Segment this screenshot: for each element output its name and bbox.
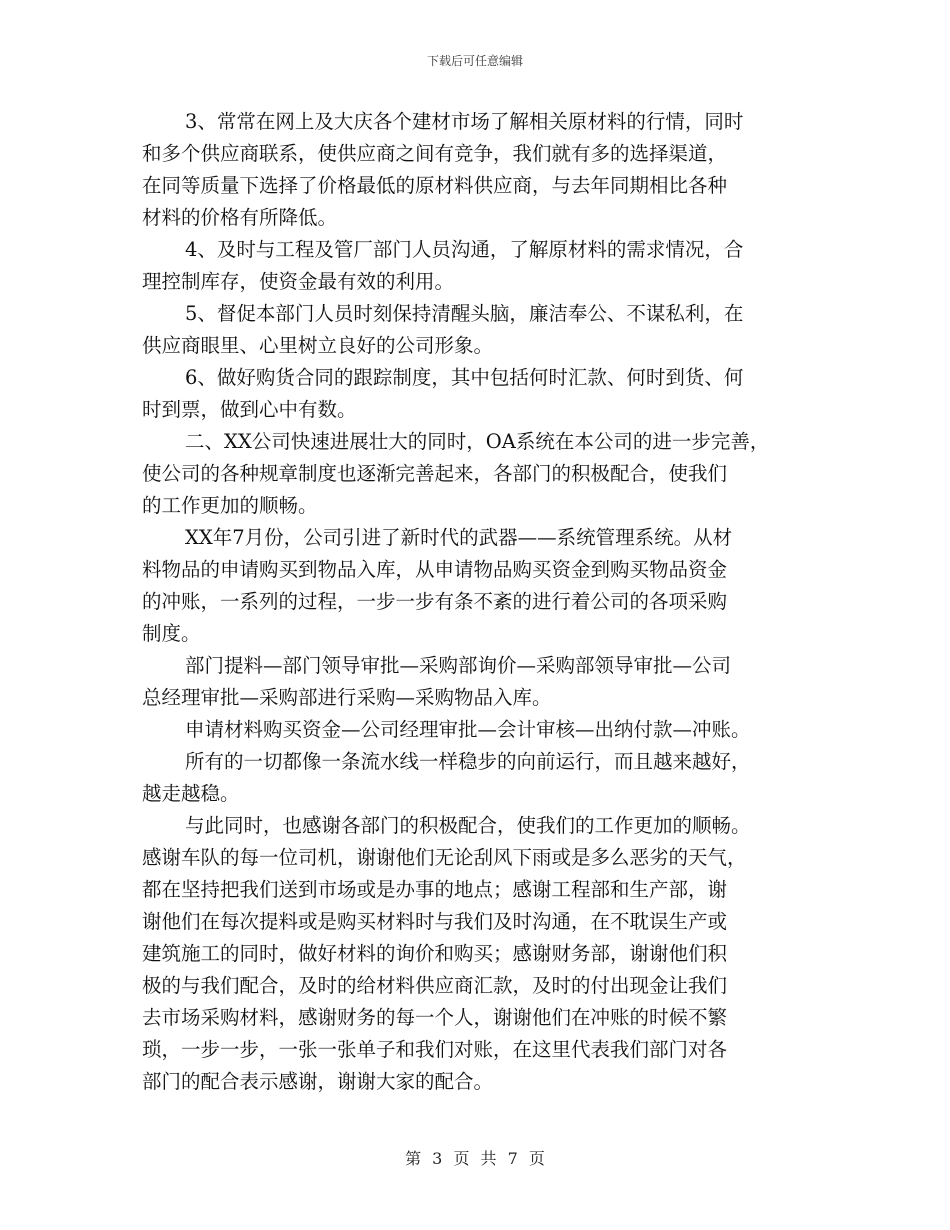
paragraph-line: 6、做好购货合同的跟踪制度，其中包括何时汇款、何时到货、何 [185,366,744,389]
paragraph-thanks [142,810,810,1098]
paragraph-line: 琐，一步一步，一张一张单子和我们对账，在这里代表我们部门对各 [142,1038,728,1061]
paragraph-line: 所有的一切都像一条流水线一样稳步的向前运行，而且越来越好， [185,750,751,773]
paragraph-management-system [142,522,810,650]
paragraph-line: 材料的价格有所降低。 [142,206,338,229]
paragraph-line: 申请材料购买资金—公司经理审批—会计审核—出纳付款—冲账。 [185,718,751,741]
paragraph-line: 感谢车队的每一位司机，谢谢他们无论刮风下雨或是多么恶劣的天气， [142,846,747,869]
paragraph-line: 总经理审批—采购部进行采购—采购物品入库。 [142,686,552,709]
document-body [142,106,810,1098]
paragraph-line: 的冲账，一系列的过程，一步一步有条不紊的进行着公司的各项采购 [142,590,728,613]
paragraph-material-flow [142,650,810,714]
paragraph-line: XX年7月份，公司引进了新时代的武器——系统管理系统。从材 [185,526,733,549]
paragraph-line: 建筑施工的同时，做好材料的询价和购买；感谢财务部，谢谢他们积 [142,942,728,965]
paragraph-funding-flow [142,714,810,746]
paragraph-line: 极的与我们配合，及时的给材料供应商汇款，及时的付出现金让我们 [142,974,728,997]
paragraph-line: 理控制库存，使资金最有效的利用。 [142,270,455,293]
paragraph-line: 与此同时，也感谢各部门的积极配合，使我们的工作更加的顺畅。 [185,814,751,837]
paragraph-line: 在同等质量下选择了价格最低的原材料供应商，与去年同期相比各种 [142,174,728,197]
paragraph-oa-system [142,426,810,522]
paragraph-line: 的工作更加的顺畅。 [142,494,318,517]
paragraph-line: 二、XX公司快速进展壮大的同时，OA系统在本公司的进一步完善， [185,430,770,453]
paragraph-line: 料物品的申请购买到物品入库，从申请物品购买资金到购买物品资金 [142,558,728,581]
paragraph-line: 时到票，做到心中有数。 [142,398,357,421]
paragraph-contract-tracking [142,362,810,426]
paragraph-line: 供应商眼里、心里树立良好的公司形象。 [142,334,494,357]
paragraph-line: 部门的配合表示感谢，谢谢大家的配合。 [142,1070,494,1093]
paragraph-purchasing-market [142,106,810,234]
paragraph-line: 制度。 [142,622,201,645]
page-number-footer: 第 3 页 共 7 页 [405,1149,545,1168]
paragraph-integrity [142,298,810,362]
paragraph-line: 部门提料—部门领导审批—采购部询价—采购部领导审批—公司 [185,654,732,677]
page-header: 下载后可任意编辑 [426,54,523,68]
paragraph-assembly-line [142,746,810,810]
paragraph-communication [142,234,810,298]
paragraph-line: 5、督促本部门人员时刻保持清醒头脑，廉洁奉公、不谋私利，在 [185,302,744,325]
paragraph-line: 越走越稳。 [142,782,240,805]
paragraph-line: 3、常常在网上及大庆各个建材市场了解相关原材料的行情，同时 [185,110,744,133]
paragraph-line: 去市场采购材料，感谢财务的每一个人，谢谢他们在冲账的时候不繁 [142,1006,728,1029]
paragraph-line: 和多个供应商联系，使供应商之间有竞争，我们就有多的选择渠道， [142,142,728,165]
paragraph-line: 使公司的各种规章制度也逐渐完善起来，各部门的积极配合，使我们 [142,462,728,485]
paragraph-line: 都在坚持把我们送到市场或是办事的地点；感谢工程部和生产部，谢 [142,878,728,901]
paragraph-line: 谢他们在每次提料或是购买材料时与我们及时沟通，在不耽误生产或 [142,910,728,933]
paragraph-line: 4、及时与工程及管厂部门人员沟通，了解原材料的需求情况，合 [185,238,744,261]
